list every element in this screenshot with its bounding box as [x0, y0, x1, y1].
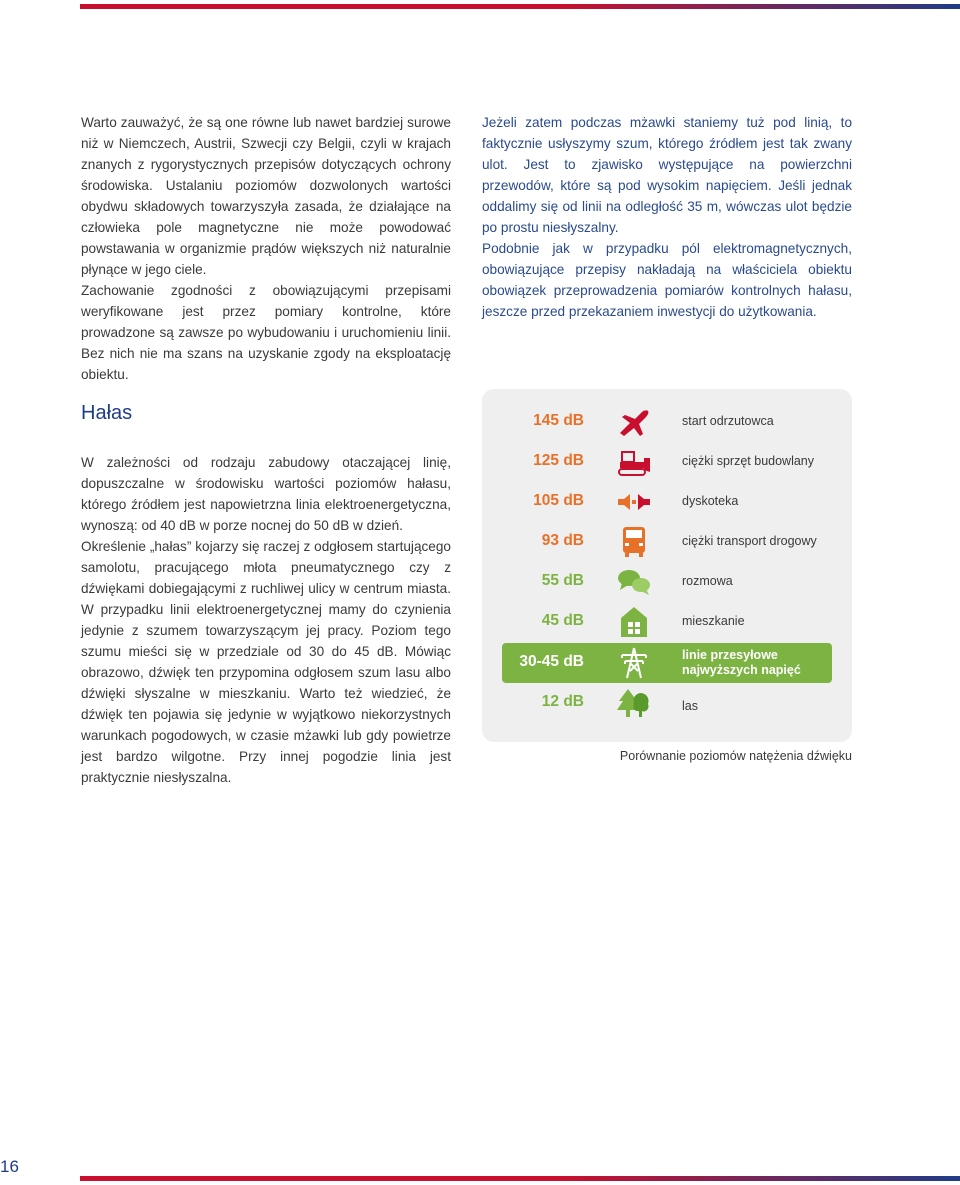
table-row — [482, 402, 852, 442]
top-decorative-bar — [80, 4, 960, 9]
left-text-column — [81, 112, 451, 385]
table-row — [482, 683, 852, 723]
speakers-icon — [616, 486, 652, 518]
noise-text-column — [81, 452, 451, 788]
truck-icon — [616, 526, 652, 558]
table-caption: Porównanie poziomów natężenia dźwięku — [619, 749, 852, 763]
bottom-decorative-bar — [80, 1176, 960, 1181]
highlighted-table-row — [502, 643, 832, 683]
paragraph: Jeżeli zatem podczas mżawki staniemy tuż pod linią, to faktycznie usłyszymy szum, którego źródłem jest tak zwany ulot. Jest to zjawisko występujące na powierzchni przewodów, które są pod wysokim napięciem. Jeśli jednak oddalimy się od linii na odległość 35 m, wówczas ulot będzie po prostu niesłyszalny. — [482, 115, 852, 235]
house-icon — [616, 606, 652, 638]
airplane-icon — [616, 406, 652, 438]
source-label: ciężki sprzęt budowlany — [682, 454, 815, 468]
paragraph: W zależności od rodzaju zabudowy otaczającej linię, dopuszczalne w środowisku wartości poziomów hałasu, którego źródłem jest napowietrzna linia elektroenergetyczna, wynoszą: od 40 dB w porze nocnej do 50 dB w dzień. — [81, 455, 451, 533]
source-label: start odrzutowca — [682, 414, 774, 428]
source-label-line: linie przesyłowe — [682, 648, 778, 662]
paragraph: Warto zauważyć, że są one równe lub nawet bardziej surowe niż w Niemczech, Austrii, Szwecji czy Belgii, czyli w krajach znanych z rygorystycznych przepisów dotyczących ochrony środowiska. Ustalaniu poziomów dozwolonych wartości obydwu składowych towarzyszyła zasada, że działające na człowieka pole magnetyczne nie może powodować powstawania w organizmie prądów większych niż naturalnie płynące w jego ciele. — [81, 115, 451, 277]
source-label: las — [682, 699, 698, 713]
source-label: mieszkanie — [682, 614, 745, 628]
source-label: dyskoteka — [682, 494, 739, 508]
db-value: 93 dB — [541, 532, 584, 549]
source-label: rozmowa — [682, 574, 733, 588]
db-value: 45 dB — [541, 612, 584, 629]
table-row — [482, 442, 852, 482]
right-text-column — [482, 112, 852, 322]
speech-bubbles-icon — [616, 566, 652, 598]
db-value: 55 dB — [541, 572, 584, 589]
table-row — [482, 562, 852, 602]
db-value: 145 dB — [533, 412, 584, 429]
section-heading: Hałas — [81, 402, 133, 424]
db-value: 12 dB — [541, 693, 584, 710]
trees-icon — [616, 687, 652, 719]
paragraph: Podobnie jak w przypadku pól elektromagnetycznych, obowiązujące przepisy nakładają na właściciela obiektu obowiązek przeprowadzenia pomiarów kontrolnych hałasu, jeszcze przed przekazaniem inwestycji do użytkowania. — [482, 241, 852, 319]
power-pylon-icon — [616, 647, 652, 679]
source-label: ciężki transport drogowy — [682, 534, 817, 548]
source-label — [682, 648, 801, 678]
paragraph: Zachowanie zgodności z obowiązującymi przepisami weryfikowane jest przez pomiary kontrolne, które prowadzone są zawsze po wybudowaniu i uruchomieniu linii. Bez nich nie ma szans na uzyskanie zgody na eksploatację obiektu. — [81, 283, 451, 382]
bulldozer-icon — [616, 446, 652, 478]
source-label-line: najwyższych napięć — [682, 663, 801, 677]
table-row — [482, 602, 852, 642]
db-value: 105 dB — [533, 492, 584, 509]
db-value: 125 dB — [533, 452, 584, 469]
paragraph: Określenie „hałas” kojarzy się raczej z odgłosem startującego samolotu, pracującego młota pneumatycznego czy z dźwiękami dobiegającymi z ruchliwej ulicy w centrum miasta. W przypadku linii elektroenergetycznej mamy do czynienia jedynie z szumem towarzyszącym jej pracy. Poziom tego szumu mieści się w przedziale od 30 do 45 dB. Mówiąc obrazowo, dźwięk ten przypomina odgłosem szum lasu albo dźwięki słyszalne w mieszkaniu. Warto też wiedzieć, że dźwięk ten pojawia się jedynie w wyjątkowo niekorzystnych warunkach pogodowych, w czasie mżawki lub gdy powietrze jest bardzo wilgotne. Przy innej pogodzie linia jest praktycznie niesłyszalna. — [81, 539, 451, 785]
table-row — [482, 482, 852, 522]
sound-level-table — [482, 389, 852, 742]
page-number: 16 — [0, 1157, 19, 1176]
db-value: 30-45 dB — [519, 653, 584, 670]
table-row — [482, 522, 852, 562]
